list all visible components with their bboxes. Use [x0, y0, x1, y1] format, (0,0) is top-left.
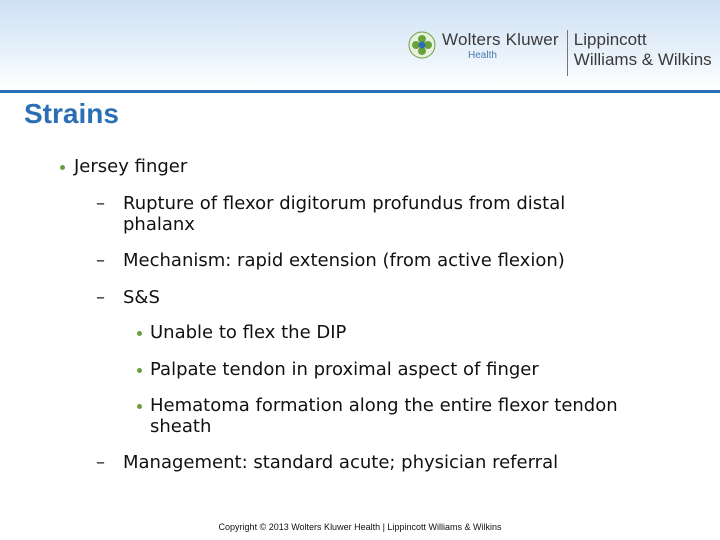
sub-item-mechanism: Mechanism: rapid extension (from active flexion)	[123, 250, 565, 271]
copyright-footer: Copyright © 2013 Wolters Kluwer Health | Lippincott Williams & Wilkins	[218, 522, 502, 532]
sub-item-ss: S&S	[123, 287, 160, 308]
bullet-l1-text: Jersey finger	[74, 156, 188, 177]
logo-partner	[574, 30, 712, 70]
dash-marker: –	[96, 250, 105, 271]
ss-item-palpate: Palpate tendon in proximal aspect of finger	[150, 359, 539, 380]
dash-marker: –	[96, 452, 105, 473]
ss-item-unable-flex: Unable to flex the DIP	[150, 322, 347, 343]
bullet-dot-icon	[137, 404, 142, 409]
logo-partner-line2: Williams & Wilkins	[573, 50, 712, 69]
bullet-dot-icon	[137, 331, 142, 336]
ss-item-hematoma-line1: Hematoma formation along the entire flexor tendon	[150, 395, 618, 416]
publisher-logo	[408, 30, 712, 80]
bullet-dot-icon	[137, 368, 142, 373]
sub-item-rupture-line1: Rupture of flexor digitorum profundus from distal	[123, 193, 566, 214]
slide-title: Strains	[24, 98, 119, 129]
header-rule	[0, 90, 720, 93]
logo-partner-line1: Lippincott	[573, 30, 647, 49]
sub-item-management: Management: standard acute; physician referral	[123, 452, 559, 473]
logo-brand-name: Wolters Kluwer	[442, 30, 559, 49]
dash-marker: –	[96, 287, 105, 308]
sub-item-rupture-line2: phalanx	[123, 214, 195, 235]
bullet-dot-icon	[60, 165, 65, 170]
ss-item-hematoma-line2: sheath	[150, 416, 212, 437]
logo-brand-block	[442, 30, 559, 62]
logo-brand-sub: Health	[468, 50, 497, 61]
dash-marker: –	[96, 193, 105, 214]
logo-divider	[567, 30, 568, 76]
wolters-kluwer-logo-icon	[408, 31, 436, 59]
